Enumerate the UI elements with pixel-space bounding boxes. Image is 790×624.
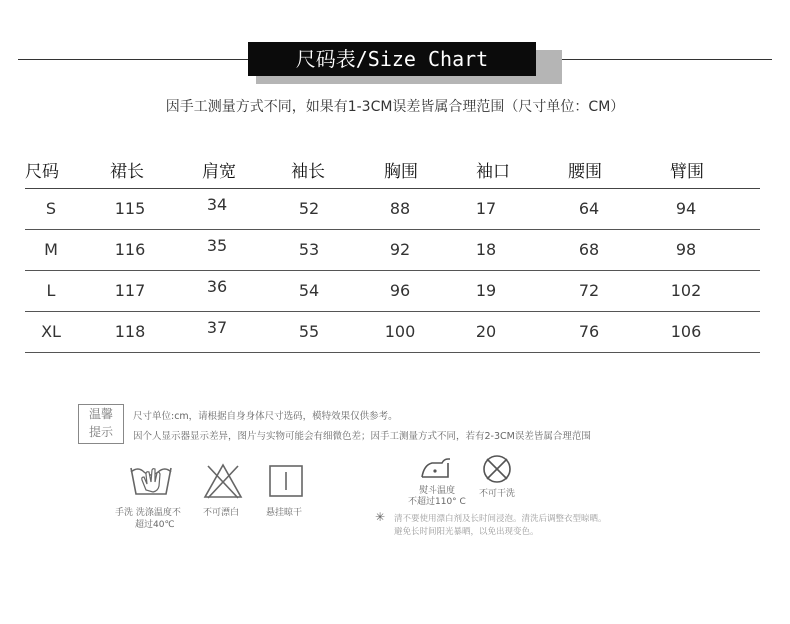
hang-dry-icon: [268, 464, 304, 498]
size-table: [25, 158, 760, 353]
header-shoulder: 肩宽: [202, 162, 236, 182]
tip-line-1: 尺寸单位:cm，请根据自身身体尺寸选码，模特效果仅供参考。: [133, 411, 398, 422]
cell-shoulder: 34: [206, 195, 228, 214]
care-note-1: 清不要使用漂白剂及长时间浸泡。清洗后调整衣型晾晒。: [394, 514, 607, 524]
cell-cuff: 20: [475, 322, 497, 341]
header-size: 尺码: [25, 162, 59, 182]
cell-sleeve-length: 54: [298, 281, 320, 300]
tips-label-line2: 提示: [88, 425, 113, 439]
cell-arm: 106: [670, 322, 702, 341]
hang-dry-label: 悬挂晾干: [266, 508, 303, 518]
hand-wash-label-2: 超过40℃: [135, 520, 175, 530]
cell-sleeve-length: 52: [298, 199, 320, 218]
cell-waist: 72: [578, 281, 600, 300]
cell-size: M: [44, 240, 58, 259]
measurement-note: 因手工测量方式不同，如果有1-3CM误差皆属合理范围（尺寸单位：CM）: [165, 99, 625, 115]
cell-bust: 100: [384, 322, 416, 341]
table-row: [25, 189, 760, 230]
cell-skirt-length: 117: [114, 281, 146, 300]
cell-skirt-length: 116: [114, 240, 146, 259]
cell-arm: 94: [675, 199, 697, 218]
cell-sleeve-length: 53: [298, 240, 320, 259]
cell-cuff: 18: [475, 240, 497, 259]
no-bleach-icon: [202, 462, 244, 500]
table-row: [25, 312, 760, 353]
cell-size: XL: [41, 322, 61, 341]
no-dry-clean-icon: [482, 454, 512, 484]
asterisk-icon: ✳: [375, 510, 386, 524]
table-header-row: [25, 158, 760, 189]
header-bust: 胸围: [384, 162, 418, 182]
no-dry-clean-label: 不可干洗: [479, 489, 516, 499]
cell-size: S: [45, 199, 57, 218]
cell-bust: 88: [389, 199, 411, 218]
cell-shoulder: 35: [206, 236, 228, 255]
cell-arm: 102: [670, 281, 702, 300]
header-cuff: 袖口: [476, 162, 510, 182]
tips-label-line1: 温馨: [88, 407, 113, 421]
cell-cuff: 19: [475, 281, 497, 300]
header-skirt-length: 裙长: [110, 162, 144, 182]
cell-sleeve-length: 55: [298, 322, 320, 341]
cell-arm: 98: [675, 240, 697, 259]
table-row: [25, 230, 760, 271]
hand-wash-icon: [128, 460, 174, 500]
hand-wash-label-1: 手洗 洗涤温度不: [115, 508, 181, 518]
tips-label: [78, 404, 124, 444]
cell-shoulder: 37: [206, 318, 228, 337]
cell-waist: 76: [578, 322, 600, 341]
header-arm: 臂围: [670, 162, 704, 182]
iron-icon: [418, 455, 454, 481]
title-right-rule: [535, 59, 772, 60]
table-row: [25, 271, 760, 312]
header-sleeve-length: 袖长: [291, 162, 325, 182]
cell-bust: 96: [389, 281, 411, 300]
care-note-2: 避免长时间阳光暴晒，以免出现变色。: [394, 527, 539, 537]
title-left-rule: [18, 59, 250, 60]
cell-skirt-length: 115: [114, 199, 146, 218]
iron-label-1: 熨斗温度: [419, 486, 456, 496]
cell-cuff: 17: [475, 199, 497, 218]
no-bleach-label: 不可漂白: [203, 508, 240, 518]
page-title: 尺码表/Size Chart: [248, 42, 536, 76]
header-waist: 腰围: [568, 162, 602, 182]
cell-waist: 68: [578, 240, 600, 259]
tip-line-2: 因个人显示器显示差异，图片与实物可能会有细微色差；因手工测量方式不同，若有2-3CM误差皆属合理范围: [133, 431, 591, 442]
cell-shoulder: 36: [206, 277, 228, 296]
cell-skirt-length: 118: [114, 322, 146, 341]
iron-label-2: 不超过110° C: [408, 497, 466, 507]
cell-bust: 92: [389, 240, 411, 259]
cell-size: L: [46, 281, 56, 300]
cell-waist: 64: [578, 199, 600, 218]
